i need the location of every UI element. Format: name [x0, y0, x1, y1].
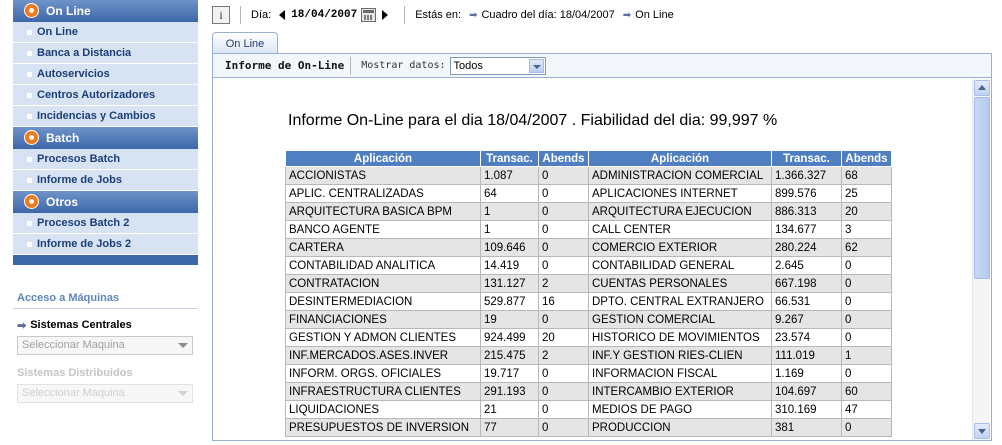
bullet-icon — [27, 30, 32, 35]
sidebar-item-banca-a-distancia[interactable] — [13, 43, 198, 64]
section-bullet-icon — [24, 3, 39, 18]
current-date: 18/04/2007 — [291, 9, 358, 21]
sidebar-item-procesos-batch[interactable] — [13, 149, 198, 170]
table-row — [286, 311, 892, 329]
sidebar-item-label: Incidencias y Cambios — [37, 110, 156, 122]
cell-transac: 23.574 — [772, 329, 842, 347]
cell-abends: 0 — [539, 203, 589, 221]
mostrar-datos-select[interactable] — [450, 57, 546, 75]
table-row — [286, 365, 892, 383]
header-aplicacion: Aplicación — [589, 151, 772, 167]
cell-abends: 0 — [842, 365, 892, 383]
sistemas-centrales-label — [13, 317, 198, 333]
cell-abends: 3 — [842, 221, 892, 239]
cell-abends: 2 — [539, 275, 589, 293]
report-table — [285, 150, 892, 437]
sidebar-item-label: Procesos Batch 2 — [37, 217, 130, 229]
divider — [13, 308, 198, 309]
divider — [240, 6, 241, 24]
cell-transac: 134.677 — [772, 221, 842, 239]
divider — [350, 57, 351, 75]
cell-aplicacion: HISTORICO DE MOVIMIENTOS — [589, 329, 772, 347]
mostrar-datos-label: Mostrar datos: — [361, 60, 446, 71]
cell-abends: 0 — [539, 419, 589, 437]
cell-transac: 66.531 — [772, 293, 842, 311]
cell-abends: 25 — [842, 185, 892, 203]
cell-aplicacion: COMERCIO EXTERIOR — [589, 239, 772, 257]
info-icon: i — [219, 7, 223, 22]
table-row — [286, 203, 892, 221]
tab-label: On Line — [225, 37, 265, 50]
header-transac: Transac. — [772, 151, 842, 167]
cell-aplicacion: INFRAESTRUCTURA CLIENTES — [286, 383, 481, 401]
sistemas-distribuidos-text: Sistemas Distribuidos — [17, 367, 133, 379]
cell-aplicacion: APLICACIONES INTERNET — [589, 185, 772, 203]
cell-abends: 0 — [842, 311, 892, 329]
sidebar-item-autoservicios[interactable] — [13, 64, 198, 85]
cell-transac: 111.019 — [772, 347, 842, 365]
sidebar-item-incidencias-y-cambios[interactable] — [13, 106, 198, 127]
sidebar-item-label: Autoservicios — [37, 68, 110, 80]
cell-transac: 310.169 — [772, 401, 842, 419]
cell-aplicacion: CONTABILIDAD ANALITICA — [286, 257, 481, 275]
cell-transac: 19.717 — [481, 365, 539, 383]
cell-aplicacion: DPTO. CENTRAL EXTRANJERO — [589, 293, 772, 311]
select-placeholder: Seleccionar Maquina — [22, 339, 125, 351]
cell-aplicacion: ADMINISTRACION COMERCIAL — [589, 167, 772, 185]
cell-abends: 0 — [539, 401, 589, 419]
arrow-right-icon: ➡ — [469, 9, 478, 21]
sistemas-distribuidos-select — [17, 384, 193, 403]
cell-transac: 21 — [481, 401, 539, 419]
table-row — [286, 185, 892, 203]
cell-transac: 2.645 — [772, 257, 842, 275]
breadcrumb-on-line: On Line — [635, 9, 674, 21]
cell-transac: 899.576 — [772, 185, 842, 203]
tab-on-line[interactable] — [212, 32, 278, 54]
info-button[interactable] — [212, 6, 230, 24]
sidebar-footer-bar — [13, 255, 198, 265]
cell-abends: 0 — [842, 275, 892, 293]
sistemas-centrales-select[interactable] — [17, 336, 193, 355]
table-row — [286, 401, 892, 419]
panel-title: Informe de On-Line — [225, 59, 345, 72]
sidebar-item-informe-de-jobs-2[interactable] — [13, 234, 198, 255]
cell-aplicacion: DESINTERMEDIACION — [286, 293, 481, 311]
cell-transac: 1.169 — [772, 365, 842, 383]
table-row — [286, 257, 892, 275]
cell-transac: 9.267 — [772, 311, 842, 329]
cell-aplicacion: INF.Y GESTION RIES-CLIEN — [589, 347, 772, 365]
bullet-icon — [27, 72, 32, 77]
cell-aplicacion: INTERCAMBIO EXTERIOR — [589, 383, 772, 401]
bullet-icon — [27, 157, 32, 162]
cell-aplicacion: CUENTAS PERSONALES — [589, 275, 772, 293]
cell-aplicacion: ACCIONISTAS — [286, 167, 481, 185]
bullet-icon — [27, 178, 32, 183]
table-row — [286, 347, 892, 365]
cell-abends: 0 — [842, 293, 892, 311]
bullet-icon — [27, 51, 32, 56]
section-header-otros[interactable] — [13, 191, 198, 213]
table-body — [286, 167, 892, 437]
table-row — [286, 293, 892, 311]
sidebar-item-label: On Line — [37, 26, 78, 38]
cell-abends: 0 — [539, 221, 589, 239]
scrollbar-thumb[interactable] — [974, 97, 990, 279]
next-day-button[interactable] — [382, 10, 388, 20]
chevron-down-icon — [178, 343, 188, 348]
cell-aplicacion: PRODUCCION — [589, 419, 772, 437]
cell-aplicacion: INFORM. ORGS. OFICIALES — [286, 365, 481, 383]
section-header-batch[interactable] — [13, 127, 198, 149]
table-row — [286, 275, 892, 293]
cell-transac: 215.475 — [481, 347, 539, 365]
cell-abends: 0 — [539, 239, 589, 257]
cell-abends: 2 — [539, 347, 589, 365]
sidebar — [0, 0, 200, 445]
cell-abends: 0 — [539, 311, 589, 329]
sidebar-item-informe-de-jobs[interactable] — [13, 170, 198, 191]
report-title: Informe On-Line para el dia 18/04/2007 . Fiabilidad del dia: 99,997 % — [288, 112, 778, 129]
sidebar-item-procesos-batch-2[interactable] — [13, 213, 198, 234]
cell-transac: 64 — [481, 185, 539, 203]
cell-transac: 280.224 — [772, 239, 842, 257]
cell-abends: 0 — [842, 329, 892, 347]
sidebar-item-label: Banca a Distancia — [37, 47, 132, 59]
header-transac: Transac. — [481, 151, 539, 167]
cell-transac: 924.499 — [481, 329, 539, 347]
sistemas-distribuidos-label — [13, 365, 198, 381]
cell-aplicacion: PRESUPUESTOS DE INVERSION — [286, 419, 481, 437]
cell-aplicacion: CONTABILIDAD GENERAL — [589, 257, 772, 275]
sidebar-item-label: Procesos Batch — [37, 153, 121, 165]
cell-aplicacion: BANCO AGENTE — [286, 221, 481, 239]
chevron-down-icon — [178, 391, 188, 396]
breadcrumb-cuadro-del-dia[interactable]: Cuadro del día: 18/04/2007 — [481, 9, 615, 21]
section-bullet-icon — [24, 194, 39, 209]
table-row — [286, 419, 892, 437]
table-row — [286, 221, 892, 239]
select-value: Todos — [453, 59, 483, 72]
cell-abends: 0 — [539, 257, 589, 275]
estas-en-label: Estás en: — [415, 9, 462, 21]
cell-aplicacion: CONTRATACION — [286, 275, 481, 293]
cell-transac: 19 — [481, 311, 539, 329]
cell-abends: 0 — [539, 383, 589, 401]
report-panel — [212, 53, 992, 441]
section-title: Batch — [46, 131, 80, 145]
cell-aplicacion: CARTERA — [286, 239, 481, 257]
sidebar-item-label: Informe de Jobs 2 — [37, 238, 132, 250]
header-aplicacion: Aplicación — [286, 151, 481, 167]
cell-abends: 60 — [842, 383, 892, 401]
chevron-down-icon — [529, 59, 544, 73]
cell-aplicacion: GESTION COMERCIAL — [589, 311, 772, 329]
sistemas-centrales-text: Sistemas Centrales — [30, 319, 132, 331]
scroll-down-button[interactable] — [974, 423, 990, 439]
cell-aplicacion: APLIC. CENTRALIZADAS — [286, 185, 481, 203]
scroll-up-button[interactable] — [974, 80, 990, 96]
bullet-icon — [27, 93, 32, 98]
sidebar-item-on-line[interactable] — [13, 22, 198, 43]
table-row — [286, 239, 892, 257]
vertical-scrollbar[interactable] — [972, 79, 990, 440]
divider — [404, 6, 405, 24]
cell-aplicacion: CALL CENTER — [589, 221, 772, 239]
table-row — [286, 329, 892, 347]
cell-abends: 0 — [842, 419, 892, 437]
table-row — [286, 383, 892, 401]
cell-transac: 77 — [481, 419, 539, 437]
cell-aplicacion: GESTION Y ADMON CLIENTES — [286, 329, 481, 347]
bullet-icon — [27, 221, 32, 226]
cell-abends: 20 — [842, 203, 892, 221]
calendar-icon[interactable] — [361, 8, 376, 22]
cell-aplicacion: ARQUITECTURA BASICA BPM — [286, 203, 481, 221]
cell-transac: 104.697 — [772, 383, 842, 401]
report-content — [214, 79, 971, 440]
cell-abends: 0 — [539, 167, 589, 185]
cell-transac: 291.193 — [481, 383, 539, 401]
cell-abends: 16 — [539, 293, 589, 311]
arrow-right-icon: ➡ — [622, 9, 632, 21]
sidebar-item-label: Centros Autorizadores — [37, 89, 156, 101]
cell-transac: 381 — [772, 419, 842, 437]
cell-abends: 62 — [842, 239, 892, 257]
cell-aplicacion: MEDIOS DE PAGO — [589, 401, 772, 419]
cell-transac: 886.313 — [772, 203, 842, 221]
sidebar-item-label: Informe de Jobs — [37, 174, 122, 186]
table-header-row — [286, 151, 892, 167]
cell-abends: 1 — [842, 347, 892, 365]
top-bar — [212, 4, 1002, 26]
cell-transac: 1 — [481, 203, 539, 221]
sidebar-item-centros-autorizadores[interactable] — [13, 85, 198, 106]
table-row — [286, 167, 892, 185]
section-header-online[interactable] — [13, 0, 198, 22]
section-title: On Line — [46, 4, 91, 18]
cell-abends: 0 — [539, 185, 589, 203]
cell-transac: 1.366.327 — [772, 167, 842, 185]
select-placeholder: Seleccionar Maquina — [22, 387, 125, 399]
cell-abends: 20 — [539, 329, 589, 347]
cell-abends: 47 — [842, 401, 892, 419]
cell-transac: 1.087 — [481, 167, 539, 185]
cell-abends: 0 — [539, 365, 589, 383]
cell-aplicacion: FINANCIACIONES — [286, 311, 481, 329]
acceso-title: Acceso a Máquinas — [17, 292, 120, 304]
header-abends: Abends — [539, 151, 589, 167]
section-bullet-icon — [24, 130, 39, 145]
section-title: Otros — [46, 195, 79, 209]
cell-aplicacion: ARQUITECTURA EJECUCION — [589, 203, 772, 221]
previous-day-button[interactable] — [279, 10, 285, 20]
cell-abends: 68 — [842, 167, 892, 185]
bullet-icon — [27, 114, 32, 119]
cell-aplicacion: INFORMACION FISCAL — [589, 365, 772, 383]
cell-transac: 667.198 — [772, 275, 842, 293]
bullet-icon — [27, 242, 32, 247]
cell-transac: 529.877 — [481, 293, 539, 311]
cell-transac: 14.419 — [481, 257, 539, 275]
cell-aplicacion: LIQUIDACIONES — [286, 401, 481, 419]
panel-header — [213, 54, 991, 78]
cell-abends: 0 — [842, 257, 892, 275]
arrow-right-icon: ➡ — [17, 319, 27, 332]
cell-transac: 131.127 — [481, 275, 539, 293]
dia-label: Día: — [251, 9, 272, 21]
acceso-maquinas — [13, 292, 198, 413]
cell-transac: 1 — [481, 221, 539, 239]
cell-transac: 109.646 — [481, 239, 539, 257]
cell-aplicacion: INF.MERCADOS.ASES.INVER — [286, 347, 481, 365]
header-abends: Abends — [842, 151, 892, 167]
